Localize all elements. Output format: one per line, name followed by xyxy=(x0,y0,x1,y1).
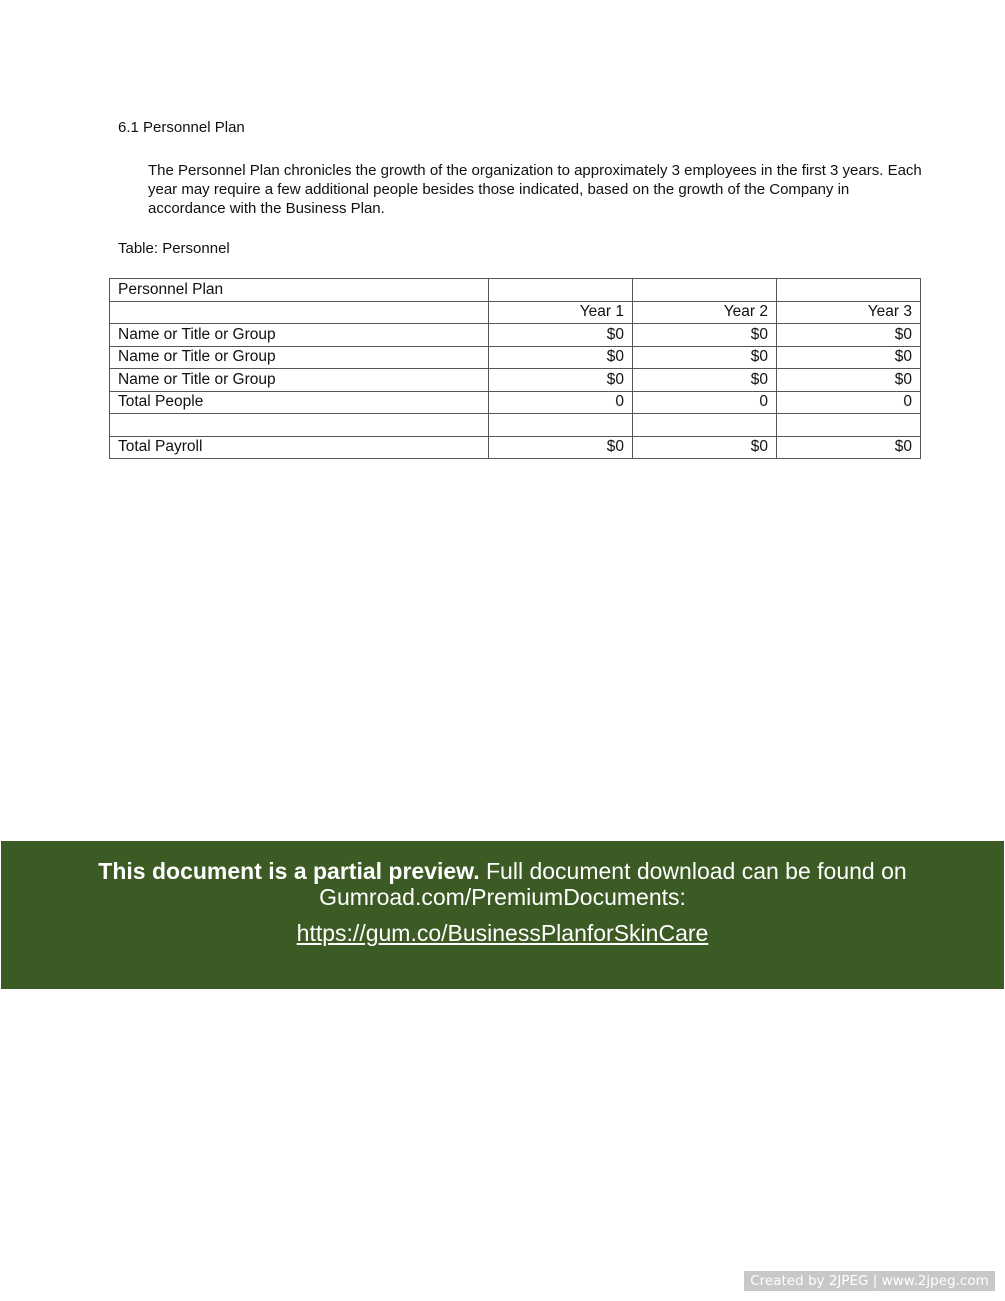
banner-bold-text: This document is a partial preview. xyxy=(98,858,480,884)
table-row xyxy=(110,436,921,459)
cell-value: $0 xyxy=(777,324,921,347)
section-heading: 6.1 Personnel Plan xyxy=(118,119,245,136)
cell-value: $0 xyxy=(633,346,777,369)
cell-value: $0 xyxy=(777,346,921,369)
banner-text: Full document download can be found on xyxy=(479,858,907,884)
cell-value: 0 xyxy=(489,391,633,414)
row-label: Name or Title or Group xyxy=(110,346,489,369)
cell-value: 0 xyxy=(633,391,777,414)
cell-value: $0 xyxy=(633,324,777,347)
preview-banner xyxy=(1,841,1004,989)
cell-value: $0 xyxy=(489,436,633,459)
intro-paragraph: The Personnel Plan chronicles the growth of the organization to approximately 3 employees in the first 3 years. Each year may require a few additional people besides those indicated, based on the growth of the Company in accordance with the Business Plan. xyxy=(148,162,922,217)
table-row xyxy=(110,346,921,369)
table-caption: Table: Personnel xyxy=(118,240,230,257)
cell-value xyxy=(633,414,777,437)
cell-value: $0 xyxy=(777,436,921,459)
cell-value: $0 xyxy=(489,369,633,392)
row-label: Total Payroll xyxy=(110,436,489,459)
cell-value xyxy=(777,414,921,437)
personnel-table xyxy=(109,278,921,459)
cell-value: $0 xyxy=(489,346,633,369)
table-row xyxy=(110,391,921,414)
watermark: Created by 2JPEG | www.2jpeg.com xyxy=(744,1271,995,1291)
cell-value: 0 xyxy=(777,391,921,414)
banner-line2: Gumroad.com/PremiumDocuments: xyxy=(319,884,686,910)
cell-value: $0 xyxy=(633,369,777,392)
table-header-row xyxy=(110,301,921,324)
column-header: Year 1 xyxy=(489,301,633,324)
column-header: Year 3 xyxy=(777,301,921,324)
cell-value: $0 xyxy=(777,369,921,392)
column-header: Year 2 xyxy=(633,301,777,324)
cell-value: $0 xyxy=(633,436,777,459)
table-row xyxy=(110,414,921,437)
row-label: Total People xyxy=(110,391,489,414)
row-label xyxy=(110,414,489,437)
cell-value: $0 xyxy=(489,324,633,347)
table-row xyxy=(110,369,921,392)
download-link[interactable]: https://gum.co/BusinessPlanforSkinCare xyxy=(296,920,709,946)
table-title-row xyxy=(110,279,921,302)
row-label: Name or Title or Group xyxy=(110,324,489,347)
cell-value xyxy=(489,414,633,437)
row-label: Name or Title or Group xyxy=(110,369,489,392)
table-title: Personnel Plan xyxy=(110,279,489,302)
table-row xyxy=(110,324,921,347)
